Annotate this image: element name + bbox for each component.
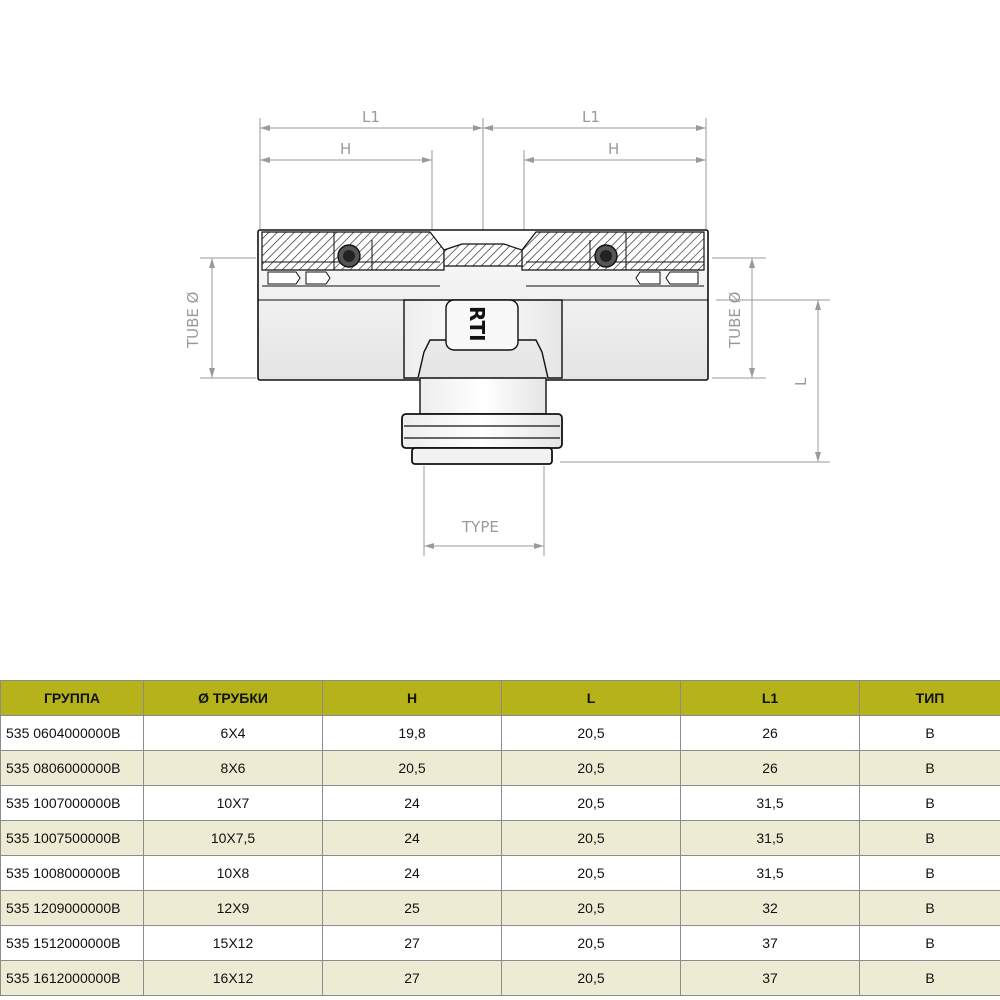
tube-left-label: TUBE Ø bbox=[184, 291, 202, 348]
tee-body bbox=[258, 230, 708, 464]
cell-l: 20,5 bbox=[502, 716, 681, 751]
table-header-row bbox=[1, 681, 1000, 716]
cell-tube: 10X8 bbox=[144, 856, 323, 891]
cell-type: B bbox=[860, 961, 1000, 996]
cell-l: 20,5 bbox=[502, 821, 681, 856]
section-bridge bbox=[444, 244, 522, 266]
table-row bbox=[1, 856, 1000, 891]
collet-right bbox=[666, 272, 698, 284]
cell-l: 20,5 bbox=[502, 961, 681, 996]
cell-type: B bbox=[860, 786, 1000, 821]
cell-h: 27 bbox=[323, 961, 502, 996]
cell-tube: 6X4 bbox=[144, 716, 323, 751]
cell-tube: 15X12 bbox=[144, 926, 323, 961]
cell-h: 24 bbox=[323, 786, 502, 821]
header-group: ГРУППА bbox=[1, 681, 144, 716]
cell-tube: 12X9 bbox=[144, 891, 323, 926]
cell-l1: 32 bbox=[681, 891, 860, 926]
cell-h: 24 bbox=[323, 856, 502, 891]
header-tube-diameter: Ø ТРУБКИ bbox=[144, 681, 323, 716]
cell-code: 535 1512000000B bbox=[1, 926, 144, 961]
branch-stem bbox=[420, 378, 546, 414]
cell-code: 535 1007000000B bbox=[1, 786, 144, 821]
cell-l: 20,5 bbox=[502, 856, 681, 891]
header-type: ТИП bbox=[860, 681, 1000, 716]
cell-l: 20,5 bbox=[502, 891, 681, 926]
l1-right-label: L1 bbox=[582, 108, 600, 126]
cell-h: 24 bbox=[323, 821, 502, 856]
marking-text: RTI bbox=[465, 306, 489, 342]
cell-type: B bbox=[860, 891, 1000, 926]
header-h: H bbox=[323, 681, 502, 716]
cell-code: 535 0604000000B bbox=[1, 716, 144, 751]
cell-l1: 37 bbox=[681, 961, 860, 996]
l-label: L bbox=[792, 377, 810, 386]
table-row bbox=[1, 961, 1000, 996]
header-l1: L1 bbox=[681, 681, 860, 716]
table-row bbox=[1, 891, 1000, 926]
cell-code: 535 1612000000B bbox=[1, 961, 144, 996]
branch-end bbox=[412, 448, 552, 464]
cell-l: 20,5 bbox=[502, 926, 681, 961]
cell-code: 535 1007500000B bbox=[1, 821, 144, 856]
table-row bbox=[1, 786, 1000, 821]
cell-tube: 10X7,5 bbox=[144, 821, 323, 856]
cell-h: 19,8 bbox=[323, 716, 502, 751]
spec-table bbox=[0, 680, 1000, 996]
cell-type: B bbox=[860, 716, 1000, 751]
cell-l1: 26 bbox=[681, 751, 860, 786]
cell-type: B bbox=[860, 821, 1000, 856]
cell-type: B bbox=[860, 926, 1000, 961]
table-row bbox=[1, 716, 1000, 751]
cell-code: 535 1209000000B bbox=[1, 891, 144, 926]
cell-type: B bbox=[860, 751, 1000, 786]
cell-code: 535 0806000000B bbox=[1, 751, 144, 786]
branch-collar bbox=[402, 414, 562, 448]
table-row bbox=[1, 821, 1000, 856]
cell-type: B bbox=[860, 856, 1000, 891]
cell-l1: 31,5 bbox=[681, 786, 860, 821]
cell-l1: 37 bbox=[681, 926, 860, 961]
table-row bbox=[1, 926, 1000, 961]
cell-l: 20,5 bbox=[502, 751, 681, 786]
h-left-label: H bbox=[340, 140, 352, 158]
h-right-label: H bbox=[608, 140, 620, 158]
cell-h: 25 bbox=[323, 891, 502, 926]
l1-left-label: L1 bbox=[362, 108, 380, 126]
cell-h: 27 bbox=[323, 926, 502, 961]
tube-right-label: TUBE Ø bbox=[726, 291, 744, 348]
cell-tube: 16X12 bbox=[144, 961, 323, 996]
cell-h: 20,5 bbox=[323, 751, 502, 786]
cell-tube: 10X7 bbox=[144, 786, 323, 821]
cell-l1: 26 bbox=[681, 716, 860, 751]
table-row bbox=[1, 751, 1000, 786]
header-l: L bbox=[502, 681, 681, 716]
cell-l1: 31,5 bbox=[681, 856, 860, 891]
cell-l: 20,5 bbox=[502, 786, 681, 821]
cell-l1: 31,5 bbox=[681, 821, 860, 856]
cell-tube: 8X6 bbox=[144, 751, 323, 786]
type-label: TYPE bbox=[462, 518, 499, 536]
cell-code: 535 1008000000B bbox=[1, 856, 144, 891]
collet-left bbox=[268, 272, 300, 284]
